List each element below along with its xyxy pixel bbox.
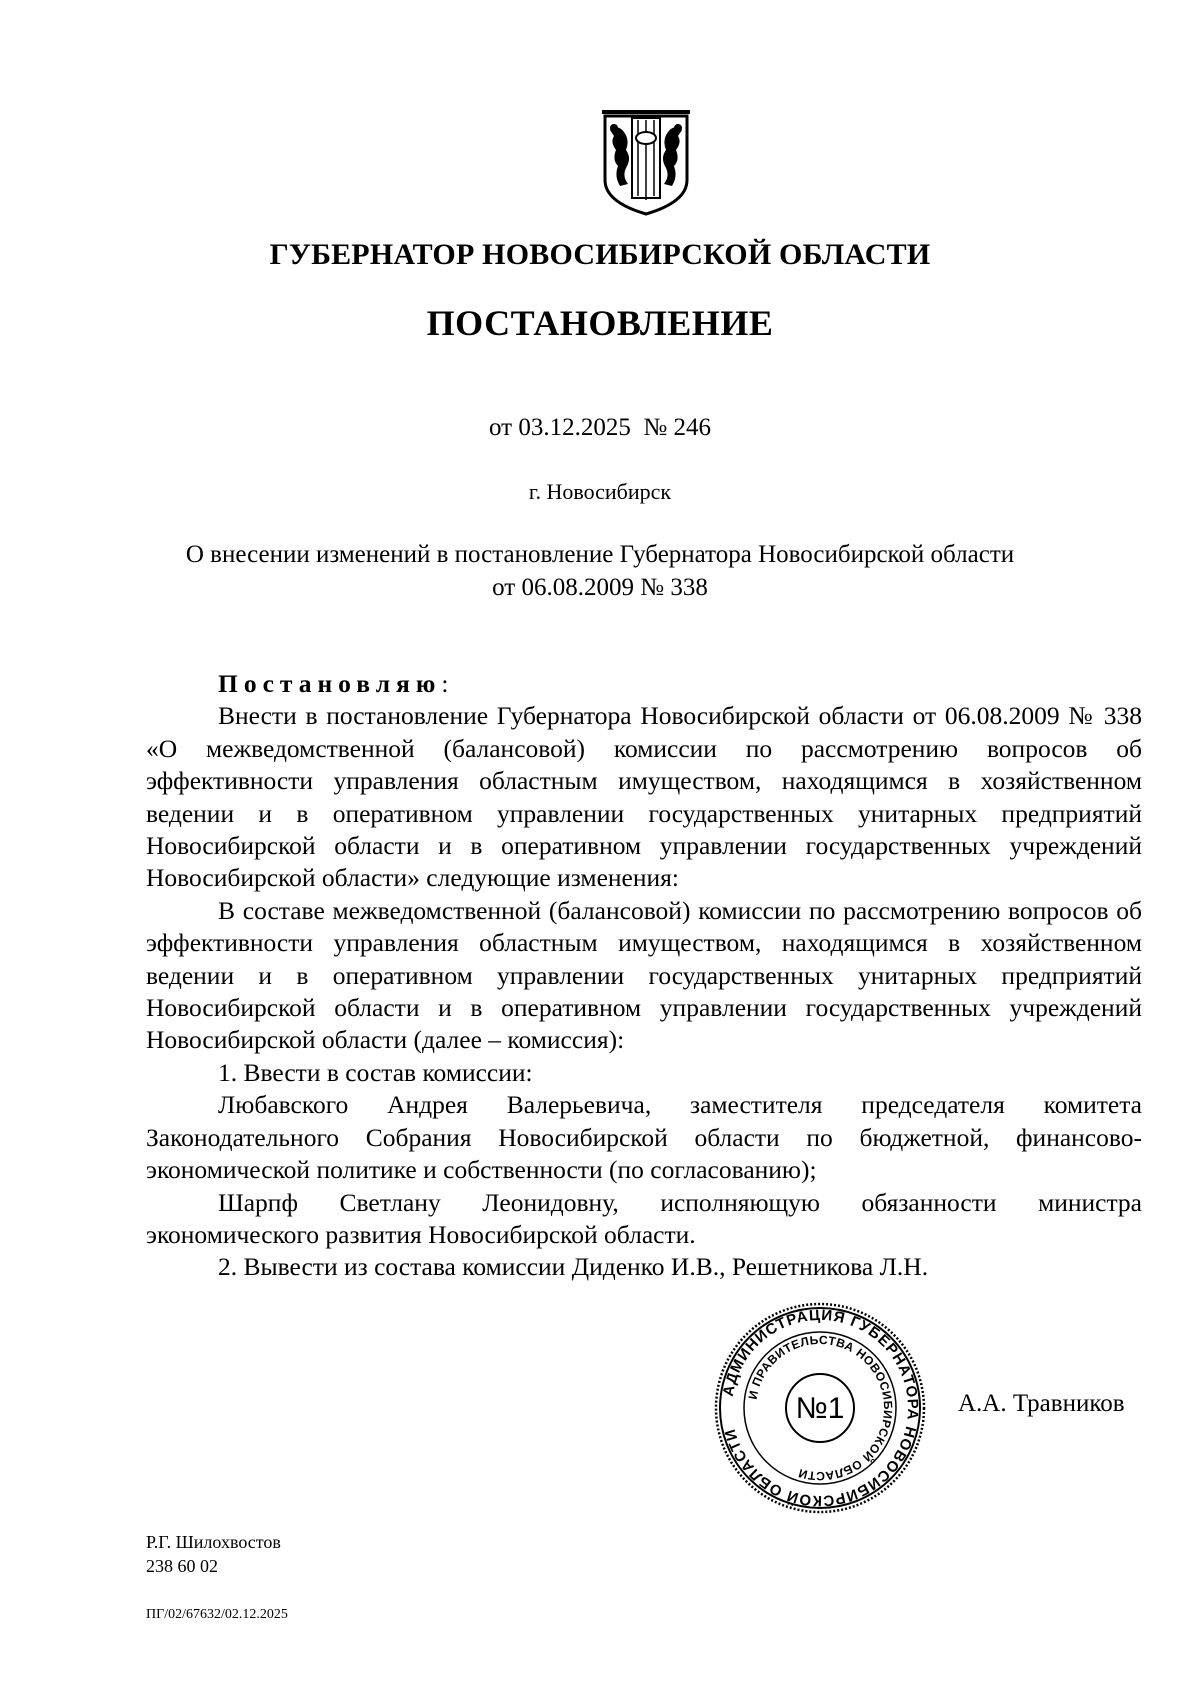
- paragraph: Внести в постановление Губернатора Новосибирской области от 06.08.2009 № 338 «О межведомственной (балансовой) комиссии по рассмотрению вопросов об эффективности управления областным имуществом, находящимся в хозяйственном ведении и в оперативном управлении государственных унитарных предприятий Новосибирской области и в оперативном управлении государственных учреждений Новосибирской области» следующие изменения:: [146, 701, 1142, 893]
- city: г. Новосибирск: [528, 479, 672, 504]
- paragraph: 1. Ввести в состав комиссии:: [218, 1057, 533, 1087]
- subject-line-1: О внесении изменений в постановление Губернатора Новосибирской области: [185, 541, 1015, 568]
- paragraph: Любавского Андрея Валерьевича, заместителя председателя комитета Законодательного Собрания Новосибирской области по бюджетной, финансово-экономической политике и собственности (по согласованию);: [146, 1090, 1142, 1185]
- decree-word: Постановляю: [218, 669, 442, 698]
- seal-ring-text: АДМИНИСТРАЦИЯ ГУБЕРНАТОРА НОВОСИБИРСКОЙ ОБЛАСТИ: [719, 1306, 922, 1510]
- seal-inner-text: И ПРАВИТЕЛЬСТВА НОВОСИБИРСКОЙ ОБЛАСТИ: [745, 1332, 896, 1484]
- signatory-name: А.А. Травников: [958, 1390, 1125, 1417]
- decree-heading: [146, 668, 1142, 700]
- decree-colon: :: [441, 669, 449, 698]
- document-subject: [0, 538, 1200, 604]
- document-type: ПОСТАНОВЛЕНИЕ: [426, 303, 774, 343]
- date-and-number: от 03.12.2025 № 246: [489, 414, 711, 441]
- document-id: ПГ/02/67632/02.12.2025: [146, 1607, 288, 1622]
- official-seal: [712, 1300, 928, 1516]
- executor-name: Р.Г. Шилохвостов: [146, 1532, 281, 1552]
- authority-title: ГУБЕРНАТОР НОВОСИБИРСКОЙ ОБЛАСТИ: [269, 238, 931, 271]
- paragraph: Шарпф Светлану Леонидовну, исполняющую обязанности министра экономического развития Новосибирской области.: [146, 1187, 1142, 1249]
- paragraph: 2. Вывести из состава комиссии Диденко И.В., Решетникова Л.Н.: [218, 1252, 929, 1282]
- paragraph: В составе межведомственной (балансовой) комиссии по рассмотрению вопросов об эффективности управления областным имуществом, находящимся в хозяйственном ведении и в оперативном управлении государственных унитарных предприятий Новосибирской области и в оперативном управлении государственных учреждений Новосибирской области (далее – комиссия):: [146, 895, 1142, 1055]
- coat-of-arms-icon: [602, 110, 690, 216]
- seal-number: №1: [795, 1392, 845, 1425]
- executor-block: [146, 1530, 281, 1578]
- executor-phone: 238 60 02: [146, 1556, 218, 1576]
- subject-line-2: от 06.08.2009 № 338: [492, 574, 708, 601]
- document-body: [146, 668, 1142, 1284]
